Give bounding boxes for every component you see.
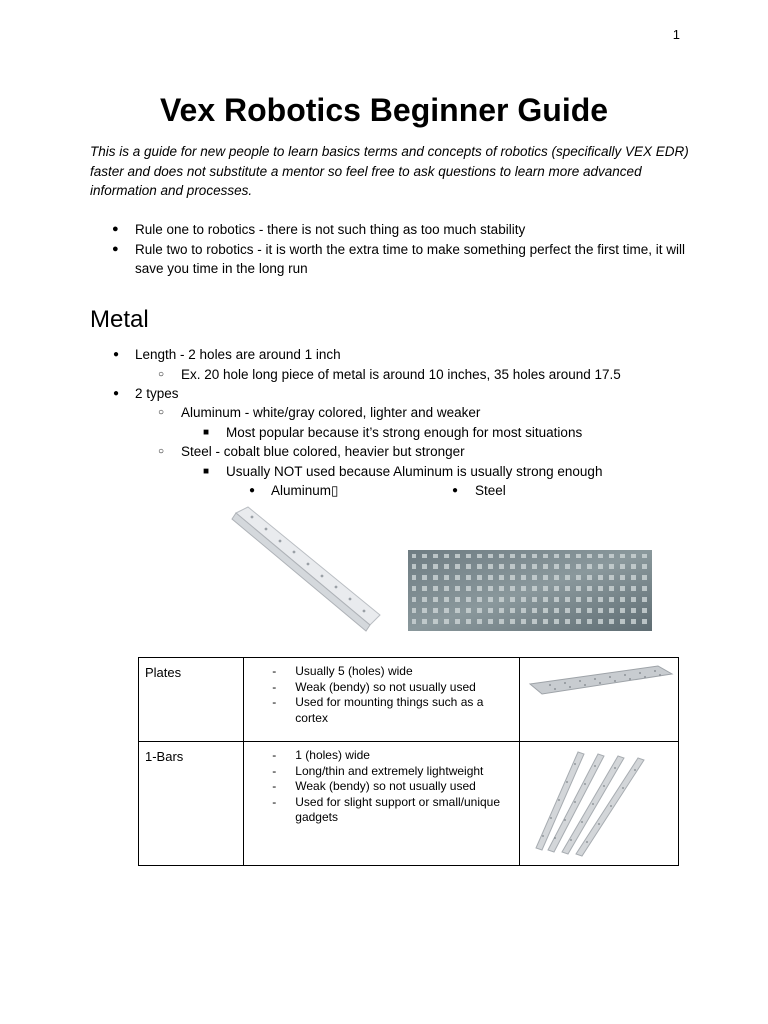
square-bullet-icon: ■ — [203, 466, 210, 477]
aluminum-image-label: Aluminum▯ — [271, 483, 339, 498]
steel-image-label: Steel — [475, 483, 506, 498]
list-item: - Long/thin and extremely lightweight — [272, 763, 484, 778]
aluminum-angle-image — [228, 503, 384, 633]
part-name: Plates — [139, 658, 244, 742]
metal-length: Length - 2 holes are around 1 inch — [135, 347, 341, 362]
part-image-cell — [519, 658, 678, 742]
part-description — [244, 742, 520, 866]
plate-image — [520, 658, 678, 738]
list-item: - Used for mounting things such as a cortex — [272, 695, 484, 725]
circle-bullet-icon: ○ — [158, 369, 165, 380]
list-item: - Used for slight support or small/unique gadgets — [272, 794, 501, 824]
list-item — [90, 220, 690, 240]
circle-bullet-icon: ○ — [158, 446, 165, 457]
metal-aluminum: Aluminum - white/gray colored, lighter and weaker — [181, 405, 481, 420]
rules-list — [90, 220, 690, 279]
page-title: Vex Robotics Beginner Guide — [159, 92, 609, 128]
list-item: - Usually 5 (holes) wide — [272, 664, 413, 678]
table-row — [139, 742, 679, 866]
bullet-icon: ● — [113, 349, 120, 360]
circle-bullet-icon: ○ — [158, 407, 165, 418]
metal-aluminum-note: Most popular because it’s strong enough for most situations — [226, 425, 583, 440]
steel-plate-image — [408, 550, 652, 631]
list-item: - Weak (bendy) so not usually used — [272, 679, 476, 694]
metal-types: 2 types — [135, 386, 179, 401]
list-item: - 1 (holes) wide — [272, 748, 370, 762]
section-heading-metal: Metal — [90, 306, 149, 333]
page-number: 1 — [672, 27, 680, 42]
metal-length-example: Ex. 20 hole long piece of metal is around 10 inches, 35 holes around 17.5 — [181, 367, 621, 382]
intro-paragraph: This is a guide for new people to learn basics terms and concepts of robotics (specifically VEX EDR) faster and does not substitute a mentor so feel free to ask questions to learn more advanced information and processes. — [90, 144, 689, 198]
bullet-icon: ● — [113, 388, 120, 399]
bullet-icon: ● — [452, 485, 459, 496]
metal-steel-note: Usually NOT used because Aluminum is usually strong enough — [226, 464, 603, 479]
bars-image — [520, 742, 678, 862]
parts-table — [138, 657, 679, 866]
rule-text: Rule one to robotics - there is not such thing as too much stability — [135, 222, 526, 237]
part-image-cell — [519, 742, 678, 866]
part-description — [244, 658, 520, 742]
square-bullet-icon: ■ — [203, 427, 210, 438]
bullet-icon: ● — [112, 242, 119, 255]
bullet-icon: ● — [112, 223, 119, 235]
rule-text: Rule two to robotics - it is worth the extra time to make something perfect the first time, it will save you time in the long run — [135, 241, 685, 276]
list-item — [90, 240, 690, 279]
table-row — [139, 658, 679, 742]
metal-steel: Steel - cobalt blue colored, heavier but stronger — [181, 444, 465, 459]
bullet-icon: ● — [249, 485, 256, 496]
list-item: - Weak (bendy) so not usually used — [272, 779, 476, 793]
part-name: 1-Bars — [139, 742, 244, 866]
